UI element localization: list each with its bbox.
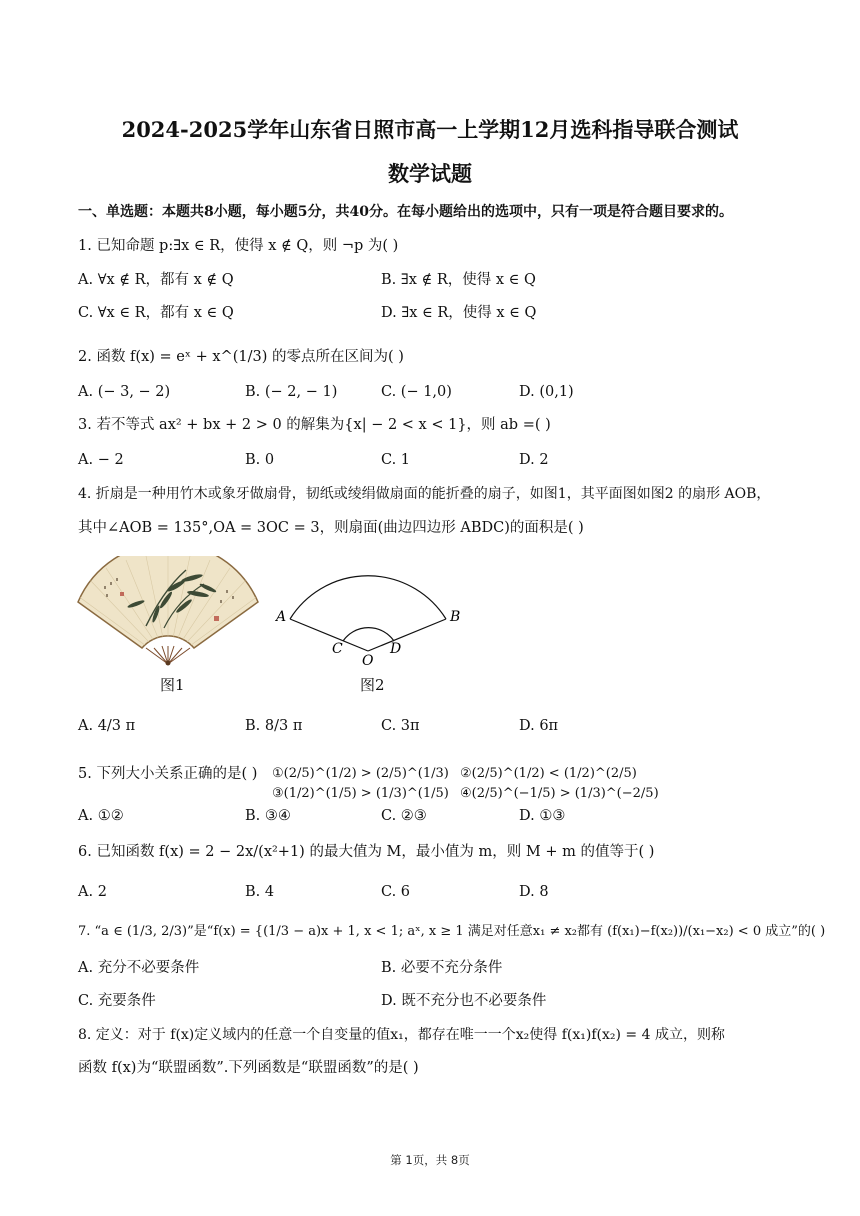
q5-item-1: ①(2/5)^(1/2) > (2/5)^(1/3) xyxy=(272,766,449,781)
q3-option-b: B. 0 xyxy=(245,452,275,468)
question-8-stem-line1: 8. 定义：对于 f(x)定义域内的任意一个自变量的值x₁，都存在唯一一个x₂使得 f(x₁)f(x₂) = 4 成立，则称 xyxy=(78,1027,725,1043)
q1-option-c: C. ∀x ∈ R，都有 x ∈ Q xyxy=(78,305,234,321)
q5-option-d: D. ①③ xyxy=(519,808,566,824)
exam-subtitle: 数学试题 xyxy=(388,161,472,186)
q1-option-d: D. ∃x ∈ R，使得 x ∈ Q xyxy=(381,305,537,321)
q5-item-3: ③(1/2)^(1/5) > (1/3)^(1/5) xyxy=(272,786,449,801)
q4-option-b: B. 8/3 π xyxy=(245,718,303,734)
page-footer: 第 1页，共 8页 xyxy=(390,1153,470,1167)
question-1-stem: 1. 已知命题 p:∃x ∈ R，使得 x ∉ Q，则 ¬p 为( ) xyxy=(78,238,399,254)
exam-title: 2024-2025学年山东省日照市高一上学期12月选科指导联合测试 xyxy=(121,117,739,142)
question-6-stem: 6. 已知函数 f(x) = 2 − 2x/(x²+1) 的最大值为 M，最小值为 m，则 M + m 的值等于( ) xyxy=(78,844,655,860)
label-o: O xyxy=(362,653,374,669)
q7-option-d: D. 既不充分也不必要条件 xyxy=(381,993,547,1009)
q3-option-d: D. 2 xyxy=(519,452,549,468)
figure-1-caption: 图1 xyxy=(160,676,185,694)
q4-option-a: A. 4/3 π xyxy=(78,718,136,734)
question-4-stem-line2: 其中∠AOB = 135°,OA = 3OC = 3，则扇面(曲边四边形 ABDC)的面积是( ) xyxy=(78,520,584,536)
q7-option-a: A. 充分不必要条件 xyxy=(78,960,200,976)
question-7-stem: 7. “a ∈ (1/3, 2/3)”是“f(x) = {(1/3 − a)x + 1, x < 1; aˣ, x ≥ 1 满足对任意x₁ ≠ x₂都有 (f(x₁)−f(x₂))/(x₁−x₂) < 0 成立”的( ) xyxy=(78,924,826,939)
q5-option-b: B. ③④ xyxy=(245,808,291,824)
q5-item-2: ②(2/5)^(1/2) < (1/2)^(2/5) xyxy=(460,766,637,781)
q4-option-c: C. 3π xyxy=(381,718,420,734)
label-c: C xyxy=(332,641,343,657)
q7-option-b: B. 必要不充分条件 xyxy=(381,960,503,976)
figure-2-caption: 图2 xyxy=(360,676,385,694)
q5-item-4: ④(2/5)^(−1/5) > (1/3)^(−2/5) xyxy=(460,786,659,801)
q2-option-c: C. (− 1,0) xyxy=(381,384,452,400)
q2-option-b: B. (− 2, − 1) xyxy=(245,384,338,400)
q6-option-c: C. 6 xyxy=(381,884,411,900)
q3-option-a: A. − 2 xyxy=(78,452,124,468)
sector-diagram xyxy=(270,556,470,672)
q6-option-d: D. 8 xyxy=(519,884,549,900)
question-8-stem-line2: 函数 f(x)为“联盟函数”.下列函数是“联盟函数”的是( ) xyxy=(78,1060,419,1076)
q7-option-c: C. 充要条件 xyxy=(78,993,156,1009)
q1-option-b: B. ∃x ∉ R，使得 x ∈ Q xyxy=(381,272,536,288)
q5-option-c: C. ②③ xyxy=(381,808,427,824)
section-heading: 一、单选题：本题共8小题，每小题5分，共40分。在每小题给出的选项中，只有一项是符合题目要求的。 xyxy=(78,204,733,220)
q5-option-a: A. ①② xyxy=(78,808,124,824)
question-4-stem-line1: 4. 折扇是一种用竹木或象牙做扇骨，韧纸或绫绢做扇面的能折叠的扇子，如图1，其平面图如图2 的扇形 AOB， xyxy=(78,486,771,502)
folding-fan-picture xyxy=(76,556,260,668)
question-3-stem: 3. 若不等式 ax² + bx + 2 > 0 的解集为{x| − 2 < x < 1}，则 ab =( ) xyxy=(78,417,551,433)
q2-option-a: A. (− 3, − 2) xyxy=(78,384,171,400)
q6-option-a: A. 2 xyxy=(78,884,107,900)
q4-option-d: D. 6π xyxy=(519,718,559,734)
q2-option-d: D. (0,1) xyxy=(519,384,574,400)
q6-option-b: B. 4 xyxy=(245,884,275,900)
q1-option-a: A. ∀x ∉ R，都有 x ∉ Q xyxy=(78,272,234,288)
label-b: B xyxy=(450,609,461,625)
question-5-stem: 5. 下列大小关系正确的是( ) xyxy=(78,766,258,782)
q3-option-c: C. 1 xyxy=(381,452,411,468)
question-2-stem: 2. 函数 f(x) = eˣ + x^(1/3) 的零点所在区间为( ) xyxy=(78,349,404,365)
label-d: D xyxy=(390,641,402,657)
label-a: A xyxy=(276,609,287,625)
